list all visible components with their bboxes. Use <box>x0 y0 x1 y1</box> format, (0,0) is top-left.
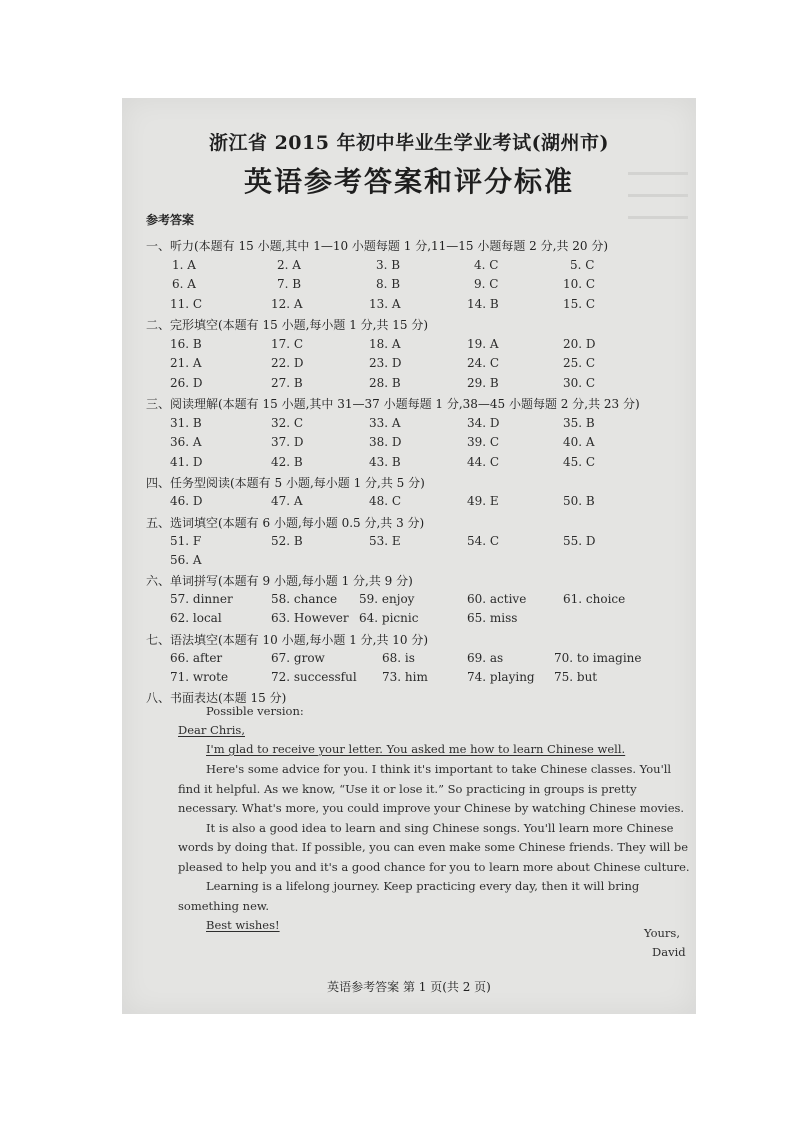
answer-item: 49. E <box>467 494 499 508</box>
answer-item: 47. A <box>271 494 303 508</box>
answer-item: 61. choice <box>563 592 626 606</box>
section-heading-writing: 八、书面表达(本题 15 分) <box>146 691 287 705</box>
answer-item: 22. D <box>271 356 304 370</box>
answer-item: 57. dinner <box>170 592 233 606</box>
answer-item: 46. D <box>170 494 203 508</box>
answer-item: 33. A <box>369 416 401 430</box>
letter-line: words by doing that. If possible, you can even make some Chinese friends. They will be <box>178 840 689 854</box>
answer-item: 52. B <box>271 534 303 548</box>
answer-item: 19. A <box>467 337 499 351</box>
answer-item: 66. after <box>170 651 223 665</box>
letter-salutation: Dear Chris, <box>178 723 245 737</box>
section-heading-listening: 一、听力(本题有 15 小题,其中 1—10 小题每题 1 分,11—15 小题每题 2 分,共 20 分) <box>146 239 609 253</box>
answer-item: 74. playing <box>467 670 535 684</box>
answer-item: 15. C <box>563 297 596 311</box>
answer-item: 43. B <box>369 455 401 469</box>
answer-item: 4. C <box>474 258 499 272</box>
answer-item: 60. active <box>467 592 527 606</box>
answer-item: 27. B <box>271 376 303 390</box>
answer-item: 59. enjoy <box>359 592 415 606</box>
answer-item: 32. C <box>271 416 304 430</box>
show-through-mark <box>628 216 688 219</box>
answer-item: 64. picnic <box>359 611 419 625</box>
letter-signature: David <box>652 945 686 959</box>
answer-item: 28. B <box>369 376 401 390</box>
answer-item: 41. D <box>170 455 203 469</box>
answer-item: 7. B <box>277 277 302 291</box>
answer-item: 58. chance <box>271 592 338 606</box>
answer-item: 3. B <box>376 258 401 272</box>
letter-line: find it helpful. As we know, “Use it or lose it.” So practicing in groups is pretty <box>178 782 637 796</box>
page-heading: 英语参考答案和评分标准 <box>243 165 574 198</box>
letter-line: necessary. What's more, you could improve your Chinese by watching Chinese movies. <box>178 801 685 815</box>
section-heading-word-choice: 五、选词填空(本题有 6 小题,每小题 0.5 分,共 3 分) <box>146 516 425 530</box>
answer-item: 44. C <box>467 455 500 469</box>
answer-item: 21. A <box>170 356 202 370</box>
answer-item: 56. A <box>170 553 202 567</box>
answer-item: 37. D <box>271 435 304 449</box>
answer-item: 34. D <box>467 416 500 430</box>
letter-line: Learning is a lifelong journey. Keep practicing every day, then it will bring <box>206 879 640 893</box>
section-heading-cloze: 二、完形填空(本题有 15 小题,每小题 1 分,共 15 分) <box>146 318 429 332</box>
answer-item: 5. C <box>570 258 595 272</box>
answer-item: 62. local <box>170 611 222 625</box>
answer-item: 68. is <box>382 651 415 665</box>
possible-version-label: Possible version: <box>206 704 304 718</box>
answer-item: 10. C <box>563 277 596 291</box>
letter-line: Here's some advice for you. I think it's important to take Chinese classes. You'll <box>206 762 672 776</box>
letter-closing: Best wishes! <box>206 918 280 932</box>
answer-item: 73. him <box>382 670 428 684</box>
answer-item: 65. miss <box>467 611 518 625</box>
answer-item: 72. successful <box>271 670 357 684</box>
answer-item: 39. C <box>467 435 500 449</box>
answer-item: 30. C <box>563 376 596 390</box>
letter-line: It is also a good idea to learn and sing Chinese songs. You'll learn more Chinese <box>206 821 674 835</box>
answer-item: 1. A <box>172 258 196 272</box>
answer-item: 48. C <box>369 494 402 508</box>
answer-item: 29. B <box>467 376 499 390</box>
answer-item: 63. However <box>271 611 349 625</box>
section-heading-grammar: 七、语法填空(本题有 10 小题,每小题 1 分,共 10 分) <box>146 633 429 647</box>
answer-item: 9. C <box>474 277 499 291</box>
answer-item: 50. B <box>563 494 595 508</box>
answer-item: 67. grow <box>271 651 325 665</box>
answer-item: 35. B <box>563 416 595 430</box>
answer-item: 42. B <box>271 455 303 469</box>
answer-item: 17. C <box>271 337 304 351</box>
answer-item: 26. D <box>170 376 203 390</box>
answer-item: 31. B <box>170 416 202 430</box>
answer-item: 69. as <box>467 651 504 665</box>
answer-item: 13. A <box>369 297 401 311</box>
answer-item: 25. C <box>563 356 596 370</box>
answer-item: 51. F <box>170 534 202 548</box>
answer-item: 11. C <box>170 297 203 311</box>
answer-item: 70. to imagine <box>554 651 642 665</box>
answer-item: 54. C <box>467 534 500 548</box>
section-subtitle: 参考答案 <box>146 213 195 227</box>
section-heading-reading: 三、阅读理解(本题有 15 小题,其中 31—37 小题每题 1 分,38—45 小题每题 2 分,共 23 分) <box>146 397 640 411</box>
answer-item: 38. D <box>369 435 402 449</box>
answer-item: 8. B <box>376 277 401 291</box>
answer-item: 2. A <box>277 258 301 272</box>
answer-item: 40. A <box>563 435 595 449</box>
page-title: 浙江省 2015 年初中毕业生学业考试(湖州市) <box>208 132 610 154</box>
answer-item: 16. B <box>170 337 202 351</box>
answer-item: 20. D <box>563 337 596 351</box>
answer-sheet-page <box>122 98 696 1014</box>
letter-line: pleased to help you and it's a good chance for you to learn more about Chinese culture. <box>178 860 690 874</box>
answer-item: 12. A <box>271 297 303 311</box>
letter-line: something new. <box>178 899 270 913</box>
answer-item: 18. A <box>369 337 401 351</box>
answer-item: 6. A <box>172 277 196 291</box>
answer-item: 45. C <box>563 455 596 469</box>
page-footer: 英语参考答案 第 1 页(共 2 页) <box>327 980 491 994</box>
answer-item: 55. D <box>563 534 596 548</box>
answer-item: 24. C <box>467 356 500 370</box>
answer-item: 71. wrote <box>170 670 229 684</box>
section-heading-spelling: 六、单词拼写(本题有 9 小题,每小题 1 分,共 9 分) <box>146 574 413 588</box>
answer-item: 23. D <box>369 356 402 370</box>
section-heading-task-reading: 四、任务型阅读(本题有 5 小题,每小题 1 分,共 5 分) <box>146 476 425 490</box>
answer-item: 53. E <box>369 534 401 548</box>
answer-item: 14. B <box>467 297 499 311</box>
letter-line: I'm glad to receive your letter. You asked me how to learn Chinese well. <box>206 742 626 756</box>
answer-item: 36. A <box>170 435 202 449</box>
answer-item: 75. but <box>554 670 598 684</box>
letter-sign-off: Yours, <box>644 926 680 940</box>
